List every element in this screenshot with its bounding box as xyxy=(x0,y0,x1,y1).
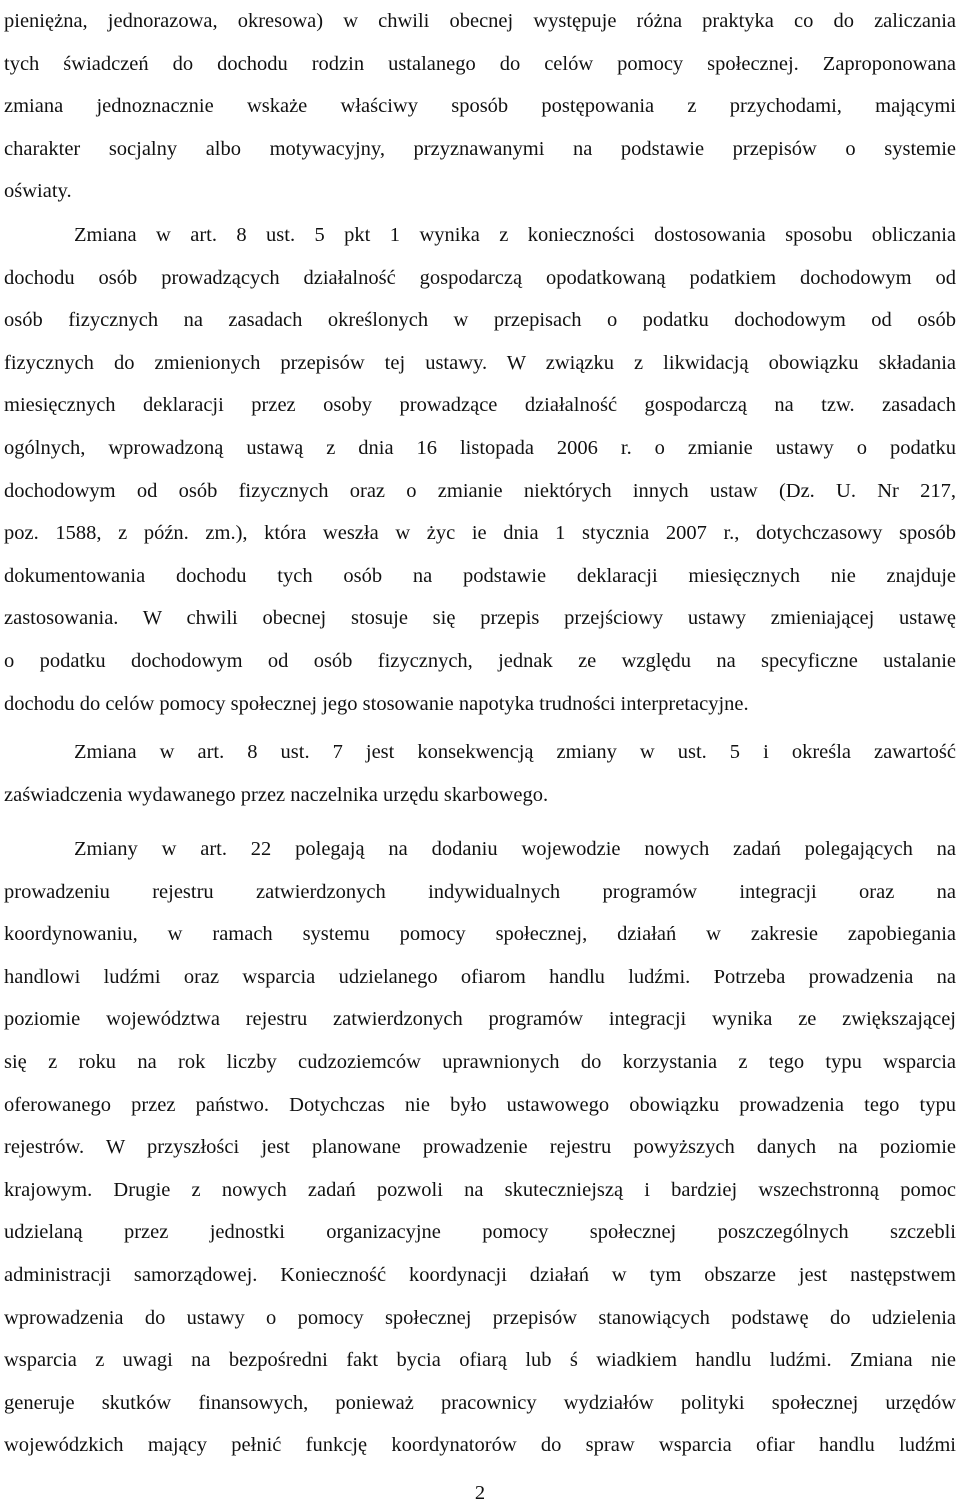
text-line: administracji samorządowej. Konieczność koordynacji działań w tym obszarze jest następstwem xyxy=(4,1263,956,1286)
text-line: wsparcia z uwagi na bezpośredni fakt bycia ofiarą lub ś wiadkiem handlu ludźmi. Zmiana nie xyxy=(4,1349,956,1372)
text-line: oświaty. xyxy=(4,180,72,203)
text-line: zastosowania. W chwili obecnej stosuje się przepis przejściowy ustawy zmieniającej ustawę xyxy=(4,607,956,630)
text-line: zmiana jednoznacznie wskaże właściwy sposób postępowania z przychodami, mającymi xyxy=(4,95,956,118)
text-line: dochodowym od osób fizycznych oraz o zmianie niektórych innych ustaw (Dz. U. Nr 217, xyxy=(4,479,956,502)
text-line: dochodu osób prowadzących działalność gospodarczą opodatkowaną podatkiem dochodowym od xyxy=(4,266,956,289)
paragraph-art8-ust7 xyxy=(4,731,956,816)
text-line: poziomie województwa rejestru zatwierdzonych programów integracji wynika ze zwiększającej xyxy=(4,1008,956,1031)
text-line: Zmiana w art. 8 ust. 5 pkt 1 wynika z konieczności dostosowania sposobu obliczania xyxy=(74,224,956,246)
text-line: rejestrów. W przyszłości jest planowane prowadzenie rejestru powyższych danych na poziomie xyxy=(4,1136,956,1159)
text-line: oferowanego przez państwo. Dotychczas nie było ustawowego obowiązku prowadzenia tego typu xyxy=(4,1093,956,1116)
text-line: Zmiana w art. 8 ust. 7 jest konsekwencją zmiany w ust. 5 i określa zawartość xyxy=(74,741,956,763)
text-line: udzielaną przez jednostki organizacyjne pomocy społecznej poszczególnych szczebli xyxy=(4,1221,956,1244)
text-line: osób fizycznych na zasadach określonych w przepisach o podatku dochodowym od osób xyxy=(4,309,956,332)
text-line: generuje skutków finansowych, ponieważ pracownicy wydziałów polityki społecznej urzędów xyxy=(4,1391,956,1414)
text-line: o podatku dochodowym od osób fizycznych, jednak ze względu na specyficzne ustalanie xyxy=(4,649,956,672)
text-line: prowadzeniu rejestru zatwierdzonych indywidualnych programów integracji oraz na xyxy=(4,880,956,903)
text-line: miesięcznych deklaracji przez osoby prowadzące działalność gospodarczą na tzw. zasadach xyxy=(4,394,956,417)
text-line: fizycznych do zmienionych przepisów tej ustawy. W związku z likwidacją obowiązku składania xyxy=(4,351,956,374)
text-line: krajowym. Drugie z nowych zadań pozwoli na skuteczniejszą i bardziej wszechstronną pomoc xyxy=(4,1178,956,1201)
text-line: dochodu do celów pomocy społecznej jego stosowanie napotyka trudności interpretacyjne. xyxy=(4,692,749,715)
page-number: 2 xyxy=(474,1482,486,1504)
paragraph-art22 xyxy=(4,828,956,1467)
text-line: wprowadzenia do ustawy o pomocy społecznej przepisów stanowiących podstawę do udzielenia xyxy=(4,1306,956,1329)
text-line: się z roku na rok liczby cudzoziemców uprawnionych do korzystania z tego typu wsparcia xyxy=(4,1050,956,1073)
text-line: ogólnych, wprowadzoną ustawą z dnia 16 listopada 2006 r. o zmianie ustawy o podatku xyxy=(4,436,956,459)
paragraph-social-benefits-end xyxy=(4,0,956,213)
text-line: wojewódzkich mający pełnić funkcję koordynatorów do spraw wsparcia ofiar handlu ludźmi xyxy=(4,1434,956,1457)
text-line: Zmiany w art. 22 polegają na dodaniu wojewodzie nowych zadań polegających na xyxy=(74,838,956,860)
paragraph-art8-ust5 xyxy=(4,214,956,725)
text-line: koordynowaniu, w ramach systemu pomocy społecznej, działań w zakresie zapobiegania xyxy=(4,923,956,946)
text-line: pieniężna, jednorazowa, okresowa) w chwili obecnej występuje różna praktyka co do zaliczania xyxy=(4,10,956,32)
text-line: handlowi ludźmi oraz wsparcia udzielanego ofiarom handlu ludźmi. Potrzeba prowadzenia na xyxy=(4,965,956,988)
text-line: charakter socjalny albo motywacyjny, przyznawanymi na podstawie przepisów o systemie xyxy=(4,137,956,160)
text-line: tych świadczeń do dochodu rodzin ustalanego do celów pomocy społecznej. Zaproponowana xyxy=(4,52,956,75)
text-line: dokumentowania dochodu tych osób na podstawie deklaracji miesięcznych nie znajduje xyxy=(4,564,956,587)
text-line: zaświadczenia wydawanego przez naczelnika urzędu skarbowego. xyxy=(4,783,549,806)
text-line: poz. 1588, z późn. zm.), która weszła w życ ie dnia 1 stycznia 2007 r., dotychczasowy sposób xyxy=(4,522,956,545)
